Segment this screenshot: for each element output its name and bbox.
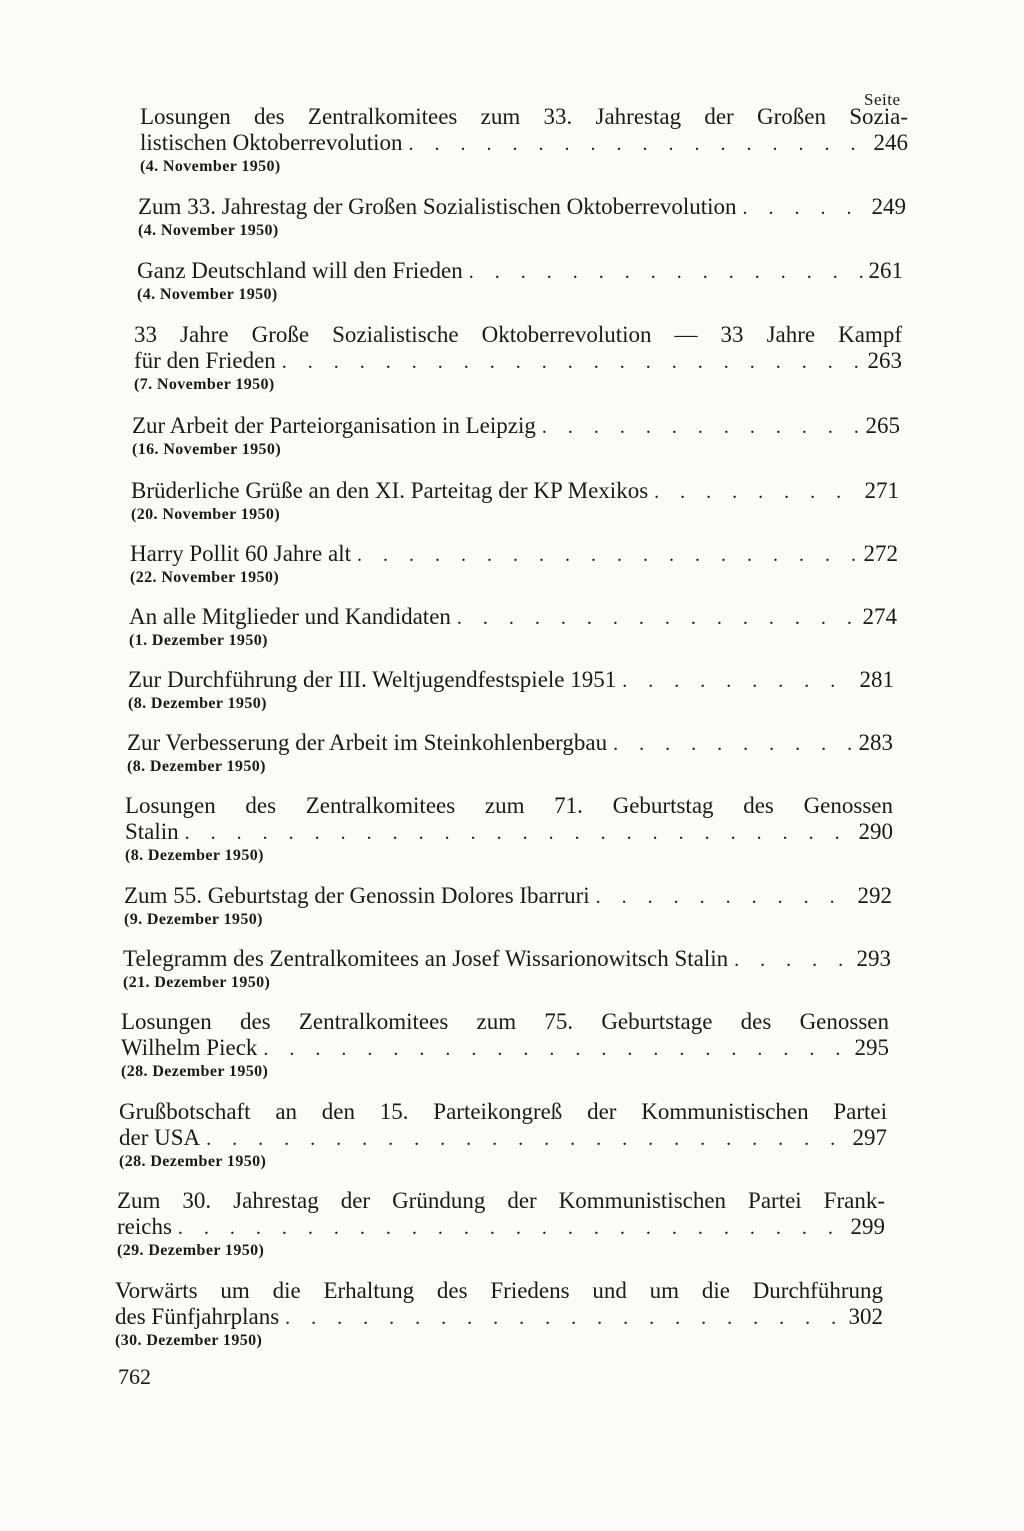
dot-leader: [282, 349, 862, 375]
toc-entry-title: Wilhelm Pieck: [121, 1035, 258, 1060]
toc-entry-last-line: [115, 1304, 883, 1331]
toc-entry[interactable]: [132, 413, 900, 460]
toc-entry-title-line: Vorwärts um die Erhaltung des Friedens und um die Durchführung: [115, 1278, 883, 1303]
toc-entry-page-number: 293: [856, 946, 891, 971]
toc-entry[interactable]: [123, 946, 891, 993]
toc-entry-title: Harry Pollit 60 Jahre alt: [130, 541, 352, 566]
toc-entry-date: (29. Dezember 1950): [117, 1242, 265, 1259]
toc-entry-title: für den Frieden: [134, 348, 276, 373]
toc-entry-title-line: Zum 30. Jahrestag der Gründung der Kommunistischen Partei Frank-: [117, 1188, 885, 1213]
toc-entry-date: (21. Dezember 1950): [123, 974, 271, 991]
toc-entry-title: Zur Durchführung der III. Weltjugendfestspiele 1951: [128, 667, 617, 692]
toc-entry-title: reichs: [117, 1214, 172, 1239]
toc-entry-last-line: [124, 883, 892, 910]
toc-entry-date: (28. Dezember 1950): [121, 1063, 269, 1080]
toc-entry[interactable]: [138, 194, 906, 241]
dot-leader: [654, 479, 858, 505]
toc-entry[interactable]: [125, 793, 893, 866]
dot-leader: [457, 605, 857, 631]
toc-entry-page-number: 281: [859, 667, 894, 692]
toc-entry-page-number: 283: [858, 730, 893, 755]
toc-entry-last-line: [123, 946, 891, 973]
toc-entry[interactable]: [137, 258, 903, 305]
toc-entry[interactable]: [119, 1099, 887, 1172]
toc-entry-page-number: 271: [864, 478, 899, 503]
toc-entry-date: (16. November 1950): [132, 441, 282, 458]
dot-leader: [622, 668, 853, 694]
toc-entry[interactable]: [129, 604, 897, 651]
dot-leader: [613, 731, 852, 757]
toc-entry-last-line: [121, 1035, 889, 1062]
toc-entry[interactable]: [140, 104, 908, 177]
toc-entry[interactable]: [130, 541, 898, 588]
toc-entry[interactable]: [131, 478, 899, 525]
toc-entry-title: Ganz Deutschland will den Frieden: [137, 258, 463, 283]
toc-entry-last-line: [129, 604, 897, 631]
toc-entry-last-line: [130, 541, 898, 568]
toc-entry-page-number: 265: [865, 413, 900, 438]
toc-entry-title: Telegramm des Zentralkomitees an Josef Wissarionowitsch Stalin: [123, 946, 729, 971]
toc-entry-page-number: 297: [852, 1125, 887, 1150]
toc-entry-last-line: [128, 667, 894, 694]
toc-entry-last-line: [117, 1214, 885, 1241]
toc-entry-title: Zur Verbesserung der Arbeit im Steinkohlenbergbau: [127, 730, 608, 755]
dot-leader: [263, 1036, 848, 1062]
page-number: 762: [118, 1364, 151, 1389]
dot-leader: [469, 259, 863, 285]
toc-entry-page-number: 249: [871, 194, 906, 219]
toc-entry-title: Brüderliche Grüße an den XI. Parteitag der KP Mexikos: [131, 478, 649, 503]
toc-entry-title: des Fünfjahrplans: [115, 1304, 280, 1329]
dot-leader: [734, 947, 850, 973]
dot-leader: [542, 414, 860, 440]
toc-entry-page-number: 263: [867, 348, 902, 373]
toc-entry-page-number: 302: [848, 1304, 883, 1329]
toc-entry-date: (8. Dezember 1950): [125, 847, 264, 864]
toc-entry-date: (20. November 1950): [131, 506, 281, 523]
toc-entry[interactable]: [128, 667, 894, 714]
toc-entry-title-line: Losungen des Zentralkomitees zum 33. Jahrestag der Großen Sozia-: [140, 104, 908, 129]
toc-entry-date: (8. Dezember 1950): [127, 758, 266, 775]
toc-entry-last-line: [137, 258, 903, 285]
toc-entry-date: (8. Dezember 1950): [128, 695, 267, 712]
toc-entry[interactable]: [127, 730, 893, 777]
toc-entry-last-line: [119, 1125, 887, 1152]
toc-entry-page-number: 261: [868, 258, 903, 283]
toc-entry[interactable]: [124, 883, 892, 930]
toc-entry-page-number: 290: [858, 819, 893, 844]
toc-entry-page-number: 274: [862, 604, 897, 629]
dot-leader: [285, 1305, 842, 1331]
toc-entry-page-number: 272: [863, 541, 898, 566]
seite-column-label: Seite: [864, 90, 901, 109]
dot-leader: [409, 131, 868, 157]
toc-entry-date: (9. Dezember 1950): [124, 911, 263, 928]
toc-entry-page-number: 292: [857, 883, 892, 908]
toc-entry-date: (4. November 1950): [140, 158, 281, 175]
toc-entry-title: Stalin: [125, 819, 179, 844]
dot-leader: [206, 1126, 846, 1152]
toc-entry-last-line: [125, 819, 893, 846]
toc-entry-date: (30. Dezember 1950): [115, 1332, 263, 1349]
toc-entry-title: An alle Mitglieder und Kandidaten: [129, 604, 451, 629]
toc-entry-title-line: Grußbotschaft an den 15. Parteikongreß der Kommunistischen Partei: [119, 1099, 887, 1124]
dot-leader: [596, 884, 852, 910]
toc-entry-title-line: Losungen des Zentralkomitees zum 75. Geburtstage des Genossen: [121, 1009, 889, 1034]
dot-leader: [185, 820, 853, 846]
dot-leader: [178, 1215, 845, 1241]
toc-entry-last-line: [132, 413, 900, 440]
toc-entry-title: Zum 33. Jahrestag der Großen Sozialistischen Oktoberrevolution: [138, 194, 737, 219]
toc-entry-page-number: 246: [873, 130, 908, 155]
toc-entry[interactable]: [115, 1278, 883, 1351]
toc-entry-last-line: [140, 130, 908, 157]
toc-entry-last-line: [131, 478, 899, 505]
toc-entry-title-line: 33 Jahre Große Sozialistische Oktoberrevolution — 33 Jahre Kampf: [134, 322, 902, 347]
toc-entry-last-line: [134, 348, 902, 375]
dot-leader: [357, 542, 857, 568]
toc-entry-last-line: [138, 194, 906, 221]
toc-entry-date: (4. November 1950): [138, 222, 279, 239]
toc-entry[interactable]: [117, 1188, 885, 1261]
toc-entry-date: (4. November 1950): [137, 286, 278, 303]
toc-entry-date: (22. November 1950): [130, 569, 280, 586]
toc-entry-title: der USA: [119, 1125, 201, 1150]
toc-entry-date: (7. November 1950): [134, 376, 275, 393]
toc-entry[interactable]: [134, 322, 902, 395]
toc-entry-date: (1. Dezember 1950): [129, 632, 268, 649]
toc-entry-date: (28. Dezember 1950): [119, 1153, 267, 1170]
toc-entry-title: Zum 55. Geburtstag der Genossin Dolores Ibarruri: [124, 883, 590, 908]
toc-entry-last-line: [127, 730, 893, 757]
toc-entry-title: Zur Arbeit der Parteiorganisation in Leipzig: [132, 413, 536, 438]
toc-entry-page-number: 295: [854, 1035, 889, 1060]
toc-entry-title: listischen Oktoberrevolution: [140, 130, 403, 155]
toc-entry-title-line: Losungen des Zentralkomitees zum 71. Geburtstag des Genossen: [125, 793, 893, 818]
toc-entry-page-number: 299: [850, 1214, 885, 1239]
toc-entry[interactable]: [121, 1009, 889, 1082]
dot-leader: [743, 195, 866, 221]
